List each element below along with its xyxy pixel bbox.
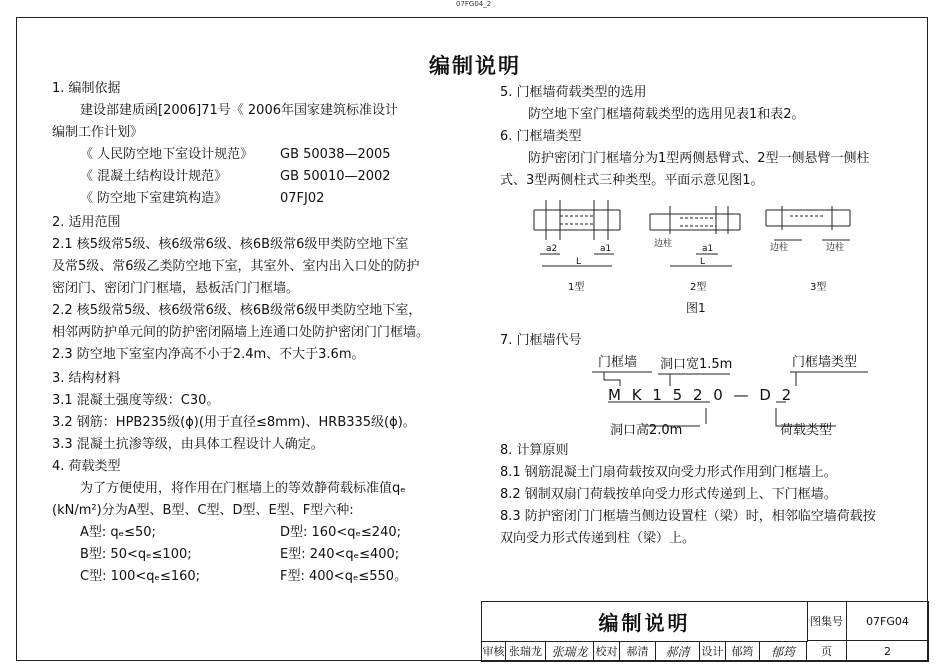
sec5-heading: 5. 门框墙荷载类型的选用 <box>500 85 647 100</box>
sec3-heading: 3. 结构材料 <box>52 371 121 386</box>
type1-opening <box>560 216 594 224</box>
title-block <box>481 601 929 662</box>
type2-side-col: 边柱 <box>654 239 673 249</box>
sec2-line: 2.3 防空地下室室内净高不小于2.4m、不大于3.6m。 <box>52 347 365 362</box>
code-leader-walltype <box>790 372 868 386</box>
sec4-line1: 为了方便使用，将作用在门框墙上的等效静荷载标准值qₑ <box>80 481 406 496</box>
type1-wall <box>534 210 620 230</box>
designer-signature: 郁筠 <box>760 641 807 662</box>
sec2-line: 2.1 核5级常5级、核6级常6级、核6B级常6级甲类防空地下室 <box>52 237 409 252</box>
sec1-heading: 1. 编制依据 <box>52 81 121 96</box>
load-type: B型: 50<qₑ≤100; <box>80 547 192 562</box>
type1-dim-a2: a2 <box>546 244 558 254</box>
sec1-line1: 建设部建质函[2006]71号《 2006年国家建筑标准设计 <box>80 103 398 118</box>
sec8-line: 8.3 防护密闭门门框墙当侧边设置柱（梁）时，相邻临空墙荷载按 <box>500 509 876 524</box>
standard-row <box>52 166 482 188</box>
type3-label: 3型 <box>810 282 827 293</box>
load-type: D型: 160<qₑ≤240; <box>280 525 401 540</box>
code-label-width: 洞口宽1.5m <box>660 357 733 372</box>
sec2-line: 及常5级、常6级乙类防空地下室，其室外、室内出入口处的防护 <box>52 259 420 274</box>
type3-side-col-left: 边柱 <box>770 243 789 253</box>
type1-label: 1型 <box>568 282 585 293</box>
sec2-heading: 2. 适用范围 <box>52 215 121 230</box>
standard-code: GB 50010—2002 <box>280 169 391 184</box>
sec6-line1: 防护密闭门门框墙分为1型两侧悬臂式、2型一侧悬臂一侧柱 <box>528 151 870 166</box>
page-label: 页 <box>807 641 847 662</box>
load-type: F型: 400<qₑ≤550。 <box>280 569 408 584</box>
type2-label: 2型 <box>690 282 707 293</box>
code-label-height: 洞口高2.0m <box>610 423 683 438</box>
sec5-line1: 防空地下室门框墙荷载类型的选用见表1和表2。 <box>528 107 805 122</box>
code-label-walltype: 门框墙类型 <box>792 355 858 370</box>
type3-side-col-right: 边柱 <box>826 243 845 253</box>
standard-name: 《 人民防空地下室设计规范》 <box>80 147 254 162</box>
code-string: M K 1 5 2 0 — D 2 <box>608 386 795 404</box>
checker-name: 郝清 <box>620 641 656 662</box>
code-label-menkuangqiang: 门框墙 <box>598 355 638 370</box>
atlas-label: 图集号 <box>807 602 847 641</box>
reviewer-name: 张瑞龙 <box>506 641 546 662</box>
titleblock-name: 编制说明 <box>482 602 808 642</box>
code-leader-width <box>658 374 730 386</box>
type2-wall <box>650 214 740 230</box>
page-title: 编制说明 <box>429 54 521 78</box>
check-label: 校对 <box>594 641 620 662</box>
code-label-loadtype: 荷载类型 <box>780 423 833 438</box>
sec8-line: 8.1 钢筋混凝土门扇荷载按双向受力形式作用到门框墙上。 <box>500 465 837 480</box>
sec8-block <box>500 440 920 550</box>
figure-1 <box>520 196 860 328</box>
sec3-line: 3.3 混凝土抗渗等级，由具体工程设计人确定。 <box>52 437 324 452</box>
type3-wall <box>766 210 850 226</box>
design-label: 设计 <box>700 641 726 662</box>
standard-row <box>52 188 482 210</box>
type2-dim-a1: a1 <box>702 244 714 254</box>
reviewer-signature: 张瑞龙 <box>546 641 594 662</box>
type1-ends <box>534 210 620 230</box>
code-diagram-svg <box>590 350 880 438</box>
right-column <box>500 82 920 192</box>
review-label: 审核 <box>482 641 506 662</box>
sec8-heading: 8. 计算原则 <box>500 443 569 458</box>
type2-dim-l: L <box>700 257 706 267</box>
standard-name: 《 混凝土结构设计规范》 <box>80 169 228 184</box>
left-column <box>52 78 482 588</box>
figure-caption: 图1 <box>686 301 706 315</box>
figure-1-svg <box>520 196 860 328</box>
sec3-line: 3.1 混凝土强度等级：C30。 <box>52 393 220 408</box>
standard-code: GB 50038—2005 <box>280 147 391 162</box>
designer-name: 郁筠 <box>726 641 760 662</box>
load-type: A型: qₑ≤50; <box>80 525 156 540</box>
type1-dim-a1: a1 <box>600 244 612 254</box>
sec6-line2: 式、3型两侧柱式三种类型。平面示意见图1。 <box>500 173 764 188</box>
atlas-number: 07FG04 <box>847 602 929 641</box>
sheet-ref: 07FG04_2 <box>456 0 492 8</box>
sec6-heading: 6. 门框墙类型 <box>500 129 582 144</box>
sec2-line: 密闭门、密闭门门框墙，悬板活门门框墙。 <box>52 281 300 296</box>
checker-signature: 郝清 <box>656 641 700 662</box>
load-type: E型: 240<qₑ≤400; <box>280 547 400 562</box>
type1-dim-l: L <box>576 257 582 267</box>
sec8-line: 双向受力形式传递到柱（梁）上。 <box>500 531 696 546</box>
load-type: C型: 100<qₑ≤160; <box>80 569 201 584</box>
sec3-line: 3.2 钢筋：HPB235级(ϕ)(用于直径≤8mm)、HRB335级(ϕ)。 <box>52 415 416 430</box>
sec8-line: 8.2 钢制双扇门荷载按单向受力形式传递到上、下门框墙。 <box>500 487 837 502</box>
sec1-line2: 编制工作计划》 <box>52 125 144 140</box>
sec4-heading: 4. 荷载类型 <box>52 459 121 474</box>
standard-row <box>52 144 482 166</box>
load-types-grid <box>52 522 482 588</box>
sec4-line2: (kN/m²)分为A型、B型、C型、D型、E型、F型六种: <box>52 503 354 518</box>
code-diagram <box>590 350 880 438</box>
standard-code: 07FJ02 <box>280 191 325 206</box>
type2-opening <box>680 218 716 226</box>
sec7-block <box>500 330 920 352</box>
sec7-heading: 7. 门框墙代号 <box>500 333 582 348</box>
type1-flanges <box>546 200 608 240</box>
sec2-line: 相邻两防护单元间的防护密闭隔墙上连通口处防护密闭门门框墙。 <box>52 325 430 340</box>
type2-ends <box>650 214 740 230</box>
type3-ends <box>766 210 850 226</box>
code-leader-mk <box>592 372 652 386</box>
standard-name: 《 防空地下室建筑构造》 <box>80 191 228 206</box>
page-number: 2 <box>847 641 929 662</box>
sec2-line: 2.2 核5级常5级、核6级常6级、核6B级常6级甲类防空地下室， <box>52 303 422 318</box>
